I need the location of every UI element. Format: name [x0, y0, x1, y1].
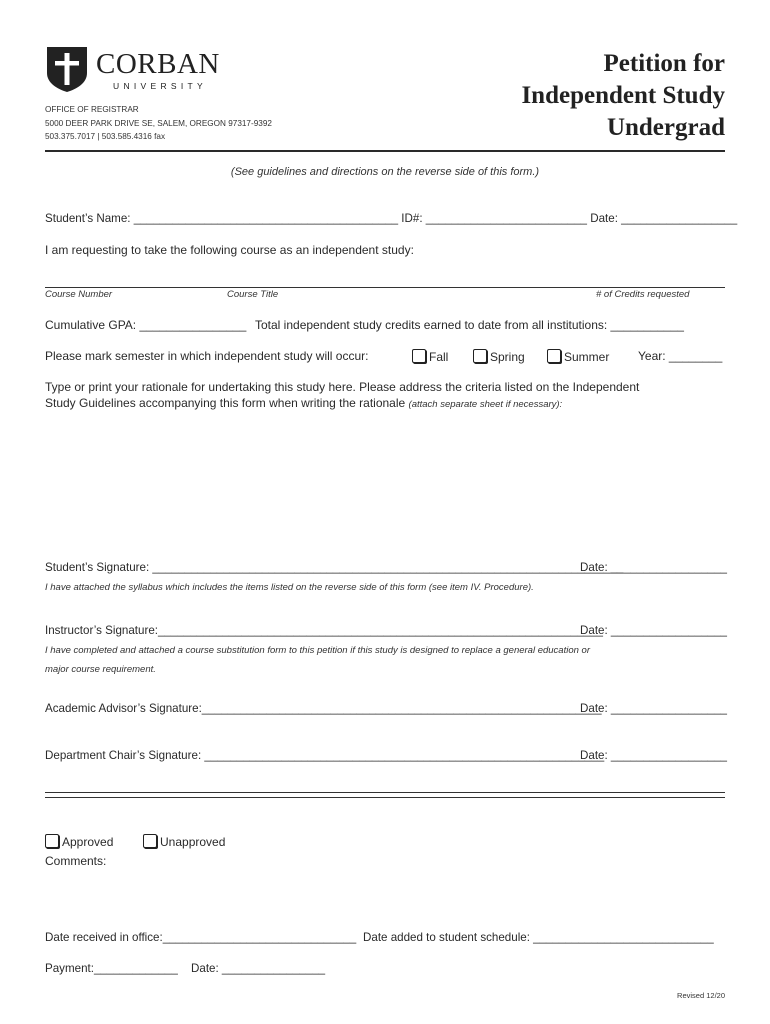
year-field[interactable]: Year: ________ — [638, 349, 723, 363]
credits-label: # of Credits requested — [596, 289, 690, 300]
substitution-note-1: I have completed and attached a course substitution form to this petition if this study is designed to replace a general education or — [45, 645, 590, 656]
title-divider — [45, 150, 725, 152]
spring-checkbox[interactable] — [473, 349, 525, 364]
student-name-row[interactable]: Student’s Name: _________________________________________ ID#: _________________________ Date: __________________ — [45, 212, 738, 225]
guidelines-note: (See guidelines and directions on the reverse side of this form.) — [230, 166, 540, 178]
unapproved-label: Unapproved — [160, 835, 226, 849]
approved-label: Approved — [62, 835, 114, 849]
gpa-field[interactable]: Cumulative GPA: ________________ — [45, 318, 247, 332]
syllabus-note: I have attached the syllabus which includes the items listed on the reverse side of this form (see item IV. Procedure). — [45, 582, 534, 593]
checkbox-icon[interactable] — [547, 349, 561, 363]
request-line: I am requesting to take the following course as an independent study: — [45, 243, 414, 257]
section-divider — [45, 792, 725, 793]
summer-label: Summer — [564, 350, 610, 364]
fall-checkbox[interactable] — [412, 349, 448, 364]
office-phones: 503.375.7017 | 503.585.4316 fax — [45, 132, 166, 141]
title-line-3: Undergrad — [606, 114, 725, 141]
substitution-note-2: major course requirement. — [45, 664, 156, 675]
rationale-instructions-2 — [45, 396, 562, 410]
checkbox-icon[interactable] — [473, 349, 487, 363]
approved-checkbox[interactable] — [45, 834, 113, 849]
date-received-field[interactable]: Date received in office:______________________________ — [45, 931, 357, 944]
date-added-field[interactable]: Date added to student schedule: ____________________________ — [363, 931, 714, 944]
instructor-signature-date[interactable]: Date: __________________ — [580, 624, 727, 637]
total-credits-field[interactable]: Total independent study credits earned to date from all institutions: ___________ — [255, 318, 684, 332]
spring-label: Spring — [490, 350, 525, 364]
office-address: 5000 DEER PARK DRIVE SE, SALEM, OREGON 97317-9392 — [45, 119, 272, 128]
rationale-note: (attach separate sheet if necessary): — [408, 399, 563, 410]
title-line-1: Petition for — [603, 50, 725, 77]
logo-subtitle: UNIVERSITY — [113, 81, 208, 91]
checkbox-icon[interactable] — [143, 834, 157, 848]
advisor-signature-field[interactable]: Academic Advisor’s Signature:______________________________________________________________ — [45, 702, 602, 715]
section-divider — [45, 797, 725, 798]
comments-area[interactable] — [45, 872, 725, 922]
revision-note: Revised 12/20 — [677, 991, 725, 1000]
semester-prompt: Please mark semester in which independent study will occur: — [45, 349, 369, 363]
unapproved-checkbox[interactable] — [143, 834, 225, 849]
title-line-2: Independent Study — [521, 82, 725, 109]
advisor-signature-date[interactable]: Date: __________________ — [580, 702, 727, 715]
course-entry-line[interactable] — [45, 287, 725, 288]
chair-signature-date[interactable]: Date: __________________ — [580, 749, 727, 762]
payment-field[interactable]: Payment:_____________ — [45, 962, 178, 975]
instructor-signature-field[interactable]: Instructor’s Signature:_____________________________________________________________________ — [45, 624, 603, 637]
logo-wordmark: CORBAN — [96, 48, 220, 80]
rationale-text: Study Guidelines accompanying this form when writing the rationale — [45, 396, 406, 410]
payment-date-field[interactable]: Date: ________________ — [191, 962, 326, 975]
student-signature-date[interactable]: Date: __________________ — [580, 561, 727, 574]
office-name: OFFICE OF REGISTRAR — [45, 105, 139, 114]
chair-signature-field[interactable]: Department Chair’s Signature: ______________________________________________________________ — [45, 749, 605, 762]
corban-shield-logo — [45, 45, 89, 93]
rationale-area[interactable] — [45, 418, 725, 553]
fall-label: Fall — [429, 350, 449, 364]
summer-checkbox[interactable] — [547, 349, 609, 364]
rationale-instructions-1: Type or print your rationale for undertaking this study here. Please address the criteria listed on the Independent — [45, 380, 640, 394]
checkbox-icon[interactable] — [412, 349, 426, 363]
course-number-label: Course Number — [45, 289, 113, 300]
course-title-label: Course Title — [227, 289, 279, 300]
student-signature-field[interactable]: Student’s Signature: _________________________________________________________________________ — [45, 561, 624, 574]
comments-label: Comments: — [45, 854, 107, 868]
form-title — [521, 48, 725, 144]
checkbox-icon[interactable] — [45, 834, 59, 848]
